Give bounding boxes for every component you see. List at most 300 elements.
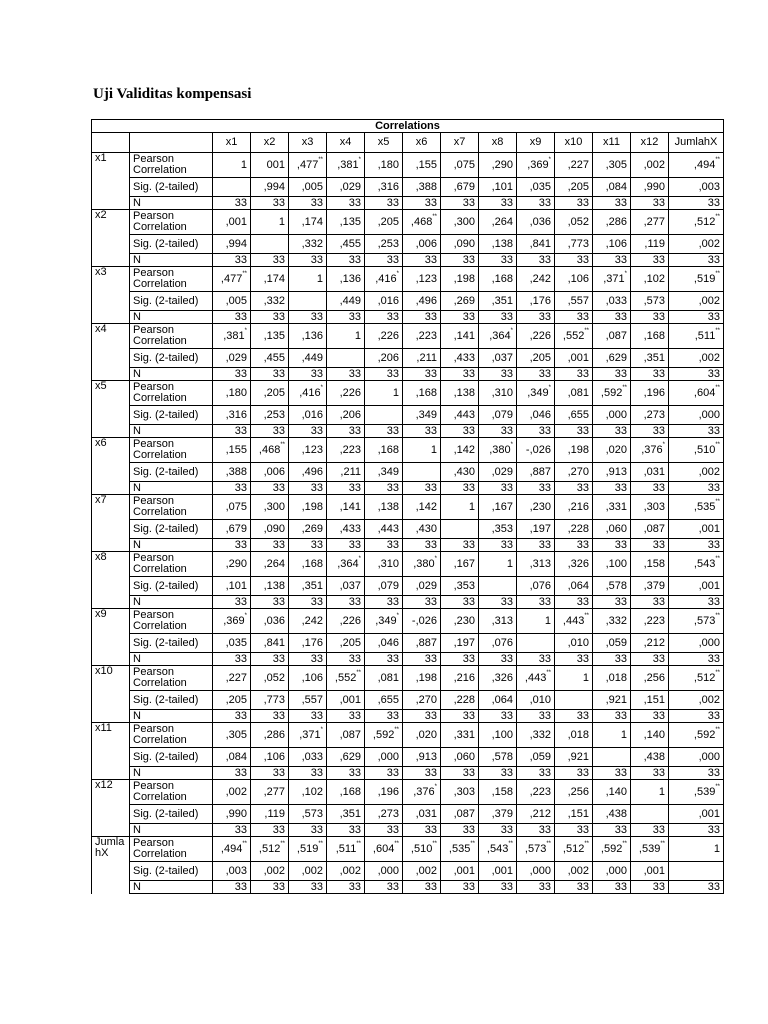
table-cell: ,443** [555, 609, 593, 634]
variable-label-spacer [92, 634, 130, 653]
table-cell: ,535** [669, 495, 724, 520]
statistic-label: N [130, 311, 213, 324]
statistic-label: N [130, 767, 213, 780]
variable-label: x2 [92, 210, 130, 235]
table-cell: 33 [327, 254, 365, 267]
corner-cell [130, 133, 213, 153]
table-cell: ,380* [403, 552, 441, 577]
table-cell: ,003 [669, 178, 724, 197]
table-cell: ,075 [213, 495, 251, 520]
table-cell: ,994 [251, 178, 289, 197]
table-cell: 33 [479, 710, 517, 723]
table-cell: ,223 [327, 438, 365, 463]
table-cell: ,230 [441, 609, 479, 634]
table-cell: ,449 [289, 349, 327, 368]
table-cell: ,176 [289, 634, 327, 653]
table-cell: -,026 [517, 438, 555, 463]
table-cell: ,033 [593, 292, 631, 311]
table-cell: 33 [327, 197, 365, 210]
table-row [92, 552, 724, 577]
table-cell: ,090 [251, 520, 289, 539]
table-cell: ,455 [251, 349, 289, 368]
table-cell: 33 [289, 710, 327, 723]
table-cell: ,512** [555, 837, 593, 862]
table-cell: 33 [441, 368, 479, 381]
table-cell: ,206 [327, 406, 365, 425]
correlations-table [91, 119, 724, 894]
table-cell: ,141 [441, 324, 479, 349]
significance-marker: * [396, 612, 399, 619]
column-header: x9 [517, 133, 555, 153]
table-cell: ,416* [289, 381, 327, 406]
table-cell: 1 [251, 210, 289, 235]
table-cell: ,046 [365, 634, 403, 653]
table-cell: 33 [631, 539, 669, 552]
table-cell: ,227 [555, 153, 593, 178]
table-cell: ,136 [327, 267, 365, 292]
variable-label-spacer [92, 862, 130, 881]
significance-marker: * [244, 327, 247, 334]
table-cell: ,353 [479, 520, 517, 539]
statistic-label: Pearson Correlation [130, 381, 213, 406]
table-cell: ,496 [289, 463, 327, 482]
table-cell: ,496 [403, 292, 441, 311]
table-cell: ,376* [631, 438, 669, 463]
variable-label-spacer [92, 178, 130, 197]
table-cell: 33 [213, 824, 251, 837]
table-cell: 33 [365, 368, 403, 381]
table-cell: ,167 [479, 495, 517, 520]
table-cell: 33 [403, 824, 441, 837]
table-cell: ,035 [517, 178, 555, 197]
significance-marker: ** [242, 840, 247, 847]
table-cell: ,135 [327, 210, 365, 235]
table-cell: 001 [251, 153, 289, 178]
table-cell: ,001 [669, 805, 724, 824]
table-cell: ,510** [403, 837, 441, 862]
table-cell: ,033 [289, 748, 327, 767]
table-cell: 33 [441, 653, 479, 666]
significance-marker: ** [715, 783, 720, 790]
significance-marker: ** [394, 726, 399, 733]
table-cell: ,539** [669, 780, 724, 805]
table-cell: ,168 [479, 267, 517, 292]
table-cell: ,176 [517, 292, 555, 311]
significance-marker: * [510, 327, 513, 334]
table-cell: ,921 [593, 691, 631, 710]
table-cell: ,242 [517, 267, 555, 292]
table-cell: 33 [479, 197, 517, 210]
table-cell: ,000 [365, 748, 403, 767]
table-cell: 1 [403, 438, 441, 463]
table-cell: 33 [669, 311, 724, 324]
table-cell [517, 634, 555, 653]
table-cell: ,197 [517, 520, 555, 539]
table-cell: ,226 [517, 324, 555, 349]
table-cell: ,305 [593, 153, 631, 178]
table-row [92, 324, 724, 349]
table-cell [403, 463, 441, 482]
table-cell: ,326 [479, 666, 517, 691]
table-cell: ,020 [403, 723, 441, 748]
table-cell: 33 [669, 824, 724, 837]
table-cell: 33 [403, 425, 441, 438]
table-row [92, 837, 724, 862]
table-cell: ,106 [251, 748, 289, 767]
table-cell: ,001 [555, 349, 593, 368]
table-cell: ,029 [213, 349, 251, 368]
table-cell: 33 [289, 482, 327, 495]
significance-marker: * [510, 441, 513, 448]
table-cell: ,430 [441, 463, 479, 482]
table-row [92, 153, 724, 178]
table-cell: 33 [403, 197, 441, 210]
table-cell: ,332 [251, 292, 289, 311]
table-row [92, 438, 724, 463]
table-cell: 33 [631, 710, 669, 723]
table-cell: 33 [441, 767, 479, 780]
table-cell: ,002 [669, 349, 724, 368]
table-cell: ,087 [593, 324, 631, 349]
significance-marker: * [548, 156, 551, 163]
table-cell: 33 [555, 254, 593, 267]
table-caption: Correlations [92, 120, 724, 133]
table-cell: 33 [517, 824, 555, 837]
table-cell: ,138 [441, 381, 479, 406]
table-cell: 33 [517, 710, 555, 723]
table-cell: 33 [631, 425, 669, 438]
table-cell: ,140 [631, 723, 669, 748]
variable-label-spacer [92, 577, 130, 596]
table-cell: ,010 [517, 691, 555, 710]
table-cell: ,087 [631, 520, 669, 539]
table-cell: ,887 [403, 634, 441, 653]
table-cell: ,519** [669, 267, 724, 292]
table-cell: ,290 [479, 153, 517, 178]
table-cell: ,029 [403, 577, 441, 596]
table-cell: ,913 [403, 748, 441, 767]
table-row [92, 666, 724, 691]
table-cell: 33 [555, 596, 593, 609]
significance-marker: ** [715, 498, 720, 505]
table-cell: 33 [365, 539, 403, 552]
table-cell: ,205 [517, 349, 555, 368]
table-cell: 33 [669, 482, 724, 495]
table-cell: 33 [441, 482, 479, 495]
table-cell: ,388 [213, 463, 251, 482]
table-cell: 33 [517, 767, 555, 780]
table-cell: 33 [517, 311, 555, 324]
table-row [92, 596, 724, 609]
table-cell: ,205 [555, 178, 593, 197]
significance-marker: ** [584, 840, 589, 847]
table-cell: ,371* [593, 267, 631, 292]
table-cell: 33 [365, 824, 403, 837]
table-cell: 33 [517, 197, 555, 210]
variable-label: x5 [92, 381, 130, 406]
table-cell: ,316 [365, 178, 403, 197]
table-cell: ,000 [517, 862, 555, 881]
table-cell: ,557 [555, 292, 593, 311]
variable-label: JumlahX [92, 837, 130, 862]
table-cell: 33 [517, 596, 555, 609]
statistic-label: N [130, 425, 213, 438]
table-cell: 33 [327, 368, 365, 381]
column-header: x5 [365, 133, 403, 153]
table-cell: 33 [365, 197, 403, 210]
table-cell: ,158 [479, 780, 517, 805]
table-cell [289, 292, 327, 311]
table-cell: 1 [289, 267, 327, 292]
table-cell [479, 577, 517, 596]
table-cell: 1 [327, 324, 365, 349]
table-cell: ,430 [403, 520, 441, 539]
table-cell: 33 [479, 254, 517, 267]
table-cell: ,064 [555, 577, 593, 596]
table-cell: ,205 [327, 634, 365, 653]
significance-marker: * [548, 384, 551, 391]
statistic-label: Pearson Correlation [130, 837, 213, 862]
table-cell: ,136 [289, 324, 327, 349]
statistic-label: Pearson Correlation [130, 495, 213, 520]
significance-marker: ** [715, 441, 720, 448]
table-cell: ,211 [403, 349, 441, 368]
table-row [92, 406, 724, 425]
table-cell: ,316 [213, 406, 251, 425]
table-cell [669, 862, 724, 881]
table-cell: 33 [479, 482, 517, 495]
table-cell: 33 [593, 311, 631, 324]
variable-label-spacer [92, 254, 130, 267]
table-cell: 33 [441, 425, 479, 438]
table-cell: 33 [213, 881, 251, 894]
table-cell [365, 406, 403, 425]
table-cell: ,510** [669, 438, 724, 463]
significance-marker: ** [318, 840, 323, 847]
table-row [92, 482, 724, 495]
table-cell: ,102 [631, 267, 669, 292]
table-cell: 1 [631, 780, 669, 805]
table-cell: ,196 [365, 780, 403, 805]
table-cell: 33 [213, 710, 251, 723]
table-cell: ,416* [365, 267, 403, 292]
table-cell: ,198 [555, 438, 593, 463]
statistic-label: Pearson Correlation [130, 267, 213, 292]
table-cell: ,081 [555, 381, 593, 406]
variable-label-spacer [92, 463, 130, 482]
table-cell: ,084 [213, 748, 251, 767]
table-cell: 33 [251, 254, 289, 267]
table-cell: ,331 [593, 495, 631, 520]
statistic-label: Pearson Correlation [130, 153, 213, 178]
table-cell: 33 [593, 254, 631, 267]
table-cell: 33 [251, 824, 289, 837]
table-cell: 33 [593, 197, 631, 210]
table-cell: ,512** [669, 210, 724, 235]
table-cell: ,087 [327, 723, 365, 748]
significance-marker: ** [318, 156, 323, 163]
table-cell: ,887 [517, 463, 555, 482]
table-cell: 33 [479, 767, 517, 780]
table-row [92, 805, 724, 824]
significance-marker: ** [394, 840, 399, 847]
table-cell: 33 [289, 653, 327, 666]
table-cell: 33 [593, 710, 631, 723]
statistic-label: Sig. (2-tailed) [130, 178, 213, 197]
table-row [92, 495, 724, 520]
table-cell: 33 [593, 368, 631, 381]
table-cell: ,477** [213, 267, 251, 292]
table-row [92, 463, 724, 482]
table-cell: ,557 [289, 691, 327, 710]
table-cell: 33 [441, 539, 479, 552]
significance-marker: ** [715, 213, 720, 220]
table-cell: ,223 [517, 780, 555, 805]
table-cell: ,379 [479, 805, 517, 824]
table-cell: 33 [289, 539, 327, 552]
column-header: x6 [403, 133, 441, 153]
table-cell: ,001 [631, 862, 669, 881]
table-cell: ,106 [289, 666, 327, 691]
table-cell: 33 [631, 368, 669, 381]
table-cell: 33 [517, 482, 555, 495]
table-cell: ,256 [555, 780, 593, 805]
variable-label-spacer [92, 710, 130, 723]
table-cell: ,269 [289, 520, 327, 539]
table-cell: ,000 [669, 748, 724, 767]
table-cell: ,168 [403, 381, 441, 406]
table-cell: 1 [669, 837, 724, 862]
table-cell: 33 [403, 482, 441, 495]
table-cell: ,100 [593, 552, 631, 577]
table-cell: 33 [479, 824, 517, 837]
table-cell: 33 [327, 710, 365, 723]
table-cell: ,060 [593, 520, 631, 539]
table-cell: ,269 [441, 292, 479, 311]
table-cell: ,841 [251, 634, 289, 653]
table-cell: 33 [517, 368, 555, 381]
table-cell: ,180 [213, 381, 251, 406]
table-cell: ,303 [631, 495, 669, 520]
significance-marker: ** [660, 840, 665, 847]
table-cell: ,433 [327, 520, 365, 539]
variable-label: x11 [92, 723, 130, 748]
significance-marker: * [320, 726, 323, 733]
table-cell: ,468** [251, 438, 289, 463]
table-cell: ,443 [365, 520, 403, 539]
table-cell: ,326 [555, 552, 593, 577]
table-cell: ,371* [289, 723, 327, 748]
table-cell: ,018 [555, 723, 593, 748]
table-cell: 33 [631, 596, 669, 609]
table-cell: ,270 [555, 463, 593, 482]
table-cell: 33 [479, 425, 517, 438]
column-header: x3 [289, 133, 327, 153]
table-cell: 33 [517, 254, 555, 267]
table-cell: 33 [289, 425, 327, 438]
table-cell: ,535** [441, 837, 479, 862]
statistic-label: N [130, 539, 213, 552]
table-cell: 33 [631, 482, 669, 495]
variable-label: x1 [92, 153, 130, 178]
table-cell: ,119 [251, 805, 289, 824]
table-cell: ,197 [441, 634, 479, 653]
table-cell: ,076 [517, 577, 555, 596]
table-cell: ,001 [479, 862, 517, 881]
table-cell: ,511** [669, 324, 724, 349]
statistic-label: N [130, 881, 213, 894]
table-cell: ,205 [365, 210, 403, 235]
statistic-label: N [130, 824, 213, 837]
table-cell: 33 [555, 539, 593, 552]
table-cell: 33 [289, 197, 327, 210]
table-cell: 33 [327, 425, 365, 438]
statistic-label: Pearson Correlation [130, 210, 213, 235]
significance-marker: * [624, 270, 627, 277]
table-cell: ,158 [631, 552, 669, 577]
table-cell: 33 [441, 311, 479, 324]
table-cell: 33 [593, 881, 631, 894]
table-cell: ,273 [631, 406, 669, 425]
significance-marker: ** [715, 384, 720, 391]
table-cell: 33 [441, 197, 479, 210]
table-cell: 33 [213, 653, 251, 666]
table-cell: ,075 [441, 153, 479, 178]
table-cell: 33 [593, 425, 631, 438]
table-row [92, 381, 724, 406]
table-cell: ,543** [479, 837, 517, 862]
table-cell: ,141 [327, 495, 365, 520]
variable-label-spacer [92, 691, 130, 710]
table-cell: ,543** [669, 552, 724, 577]
table-cell: ,005 [213, 292, 251, 311]
statistic-label: Sig. (2-tailed) [130, 748, 213, 767]
table-cell: 33 [251, 653, 289, 666]
table-cell: ,592** [593, 837, 631, 862]
significance-marker: * [244, 612, 247, 619]
table-cell: 33 [327, 824, 365, 837]
table-cell: 33 [365, 482, 403, 495]
table-cell: ,003 [213, 862, 251, 881]
table-cell: ,036 [517, 210, 555, 235]
statistic-label: N [130, 197, 213, 210]
table-cell: ,155 [403, 153, 441, 178]
significance-marker: ** [715, 612, 720, 619]
table-cell [631, 805, 669, 824]
table-cell: ,138 [365, 495, 403, 520]
significance-marker: ** [432, 213, 437, 220]
table-cell: ,142 [441, 438, 479, 463]
table-cell: ,002 [289, 862, 327, 881]
table-cell: ,305 [213, 723, 251, 748]
table-cell: ,300 [251, 495, 289, 520]
table-cell: 33 [593, 539, 631, 552]
table-cell: ,046 [517, 406, 555, 425]
column-header: JumlahX [669, 133, 724, 153]
table-cell: ,290 [213, 552, 251, 577]
statistic-label: Sig. (2-tailed) [130, 691, 213, 710]
table-cell: ,990 [631, 178, 669, 197]
table-cell: ,205 [213, 691, 251, 710]
table-cell: ,119 [631, 235, 669, 254]
table-cell: ,573 [631, 292, 669, 311]
table-cell: ,592** [593, 381, 631, 406]
statistic-label: N [130, 254, 213, 267]
table-cell: ,990 [213, 805, 251, 824]
table-cell: ,353 [441, 577, 479, 596]
variable-label-spacer [92, 520, 130, 539]
table-cell: 33 [213, 368, 251, 381]
